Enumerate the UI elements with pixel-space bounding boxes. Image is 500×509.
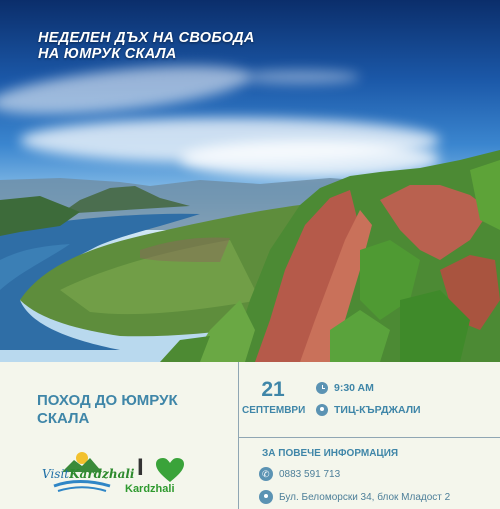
event-time: 9:30 AM — [334, 382, 374, 394]
phone-number[interactable]: 0883 591 713 — [279, 468, 341, 480]
clock-icon — [316, 382, 328, 394]
heart-icon — [155, 457, 185, 483]
event-month: СЕПТЕМВРИ — [242, 405, 306, 416]
i-love-kardzhali-logo — [125, 454, 193, 500]
event-name — [37, 392, 227, 428]
visit-kardzhali-wordmark — [42, 467, 134, 481]
info-panel — [0, 362, 500, 509]
vertical-divider — [238, 362, 239, 509]
love-letter-i: I — [137, 454, 144, 481]
address-row — [259, 490, 450, 504]
event-place-row — [316, 404, 421, 416]
title-line-2: НА ЮМРУК СКАЛА — [38, 46, 177, 62]
event-name-line-2: СКАЛА — [37, 410, 90, 427]
phone-icon: ✆ — [259, 467, 273, 481]
event-day: 21 — [261, 378, 285, 401]
visit-kardzhali-logo — [40, 450, 135, 500]
event-time-row — [316, 382, 374, 394]
event-meeting-point: ТИЦ-КЪРДЖАЛИ — [334, 404, 421, 416]
love-word: Kardzhali — [125, 483, 175, 495]
location-pin-icon — [316, 404, 328, 416]
visit-prefix: Visit — [42, 467, 70, 481]
horizontal-divider — [238, 437, 500, 438]
event-name-line-1: ПОХОД ДО ЮМРУК — [37, 392, 178, 409]
address-text: Бул. Беломорски 34, блок Младост 2 — [279, 491, 451, 503]
location-pin-icon — [259, 490, 273, 504]
poster-title — [38, 30, 255, 62]
visit-word: Kardzhali — [69, 467, 135, 481]
phone-row[interactable] — [259, 467, 340, 481]
more-info-heading: ЗА ПОВЕЧЕ ИНФОРМАЦИЯ — [262, 448, 399, 459]
title-line-1: НЕДЕЛЕН ДЪХ НА СВОБОДА — [38, 30, 255, 46]
